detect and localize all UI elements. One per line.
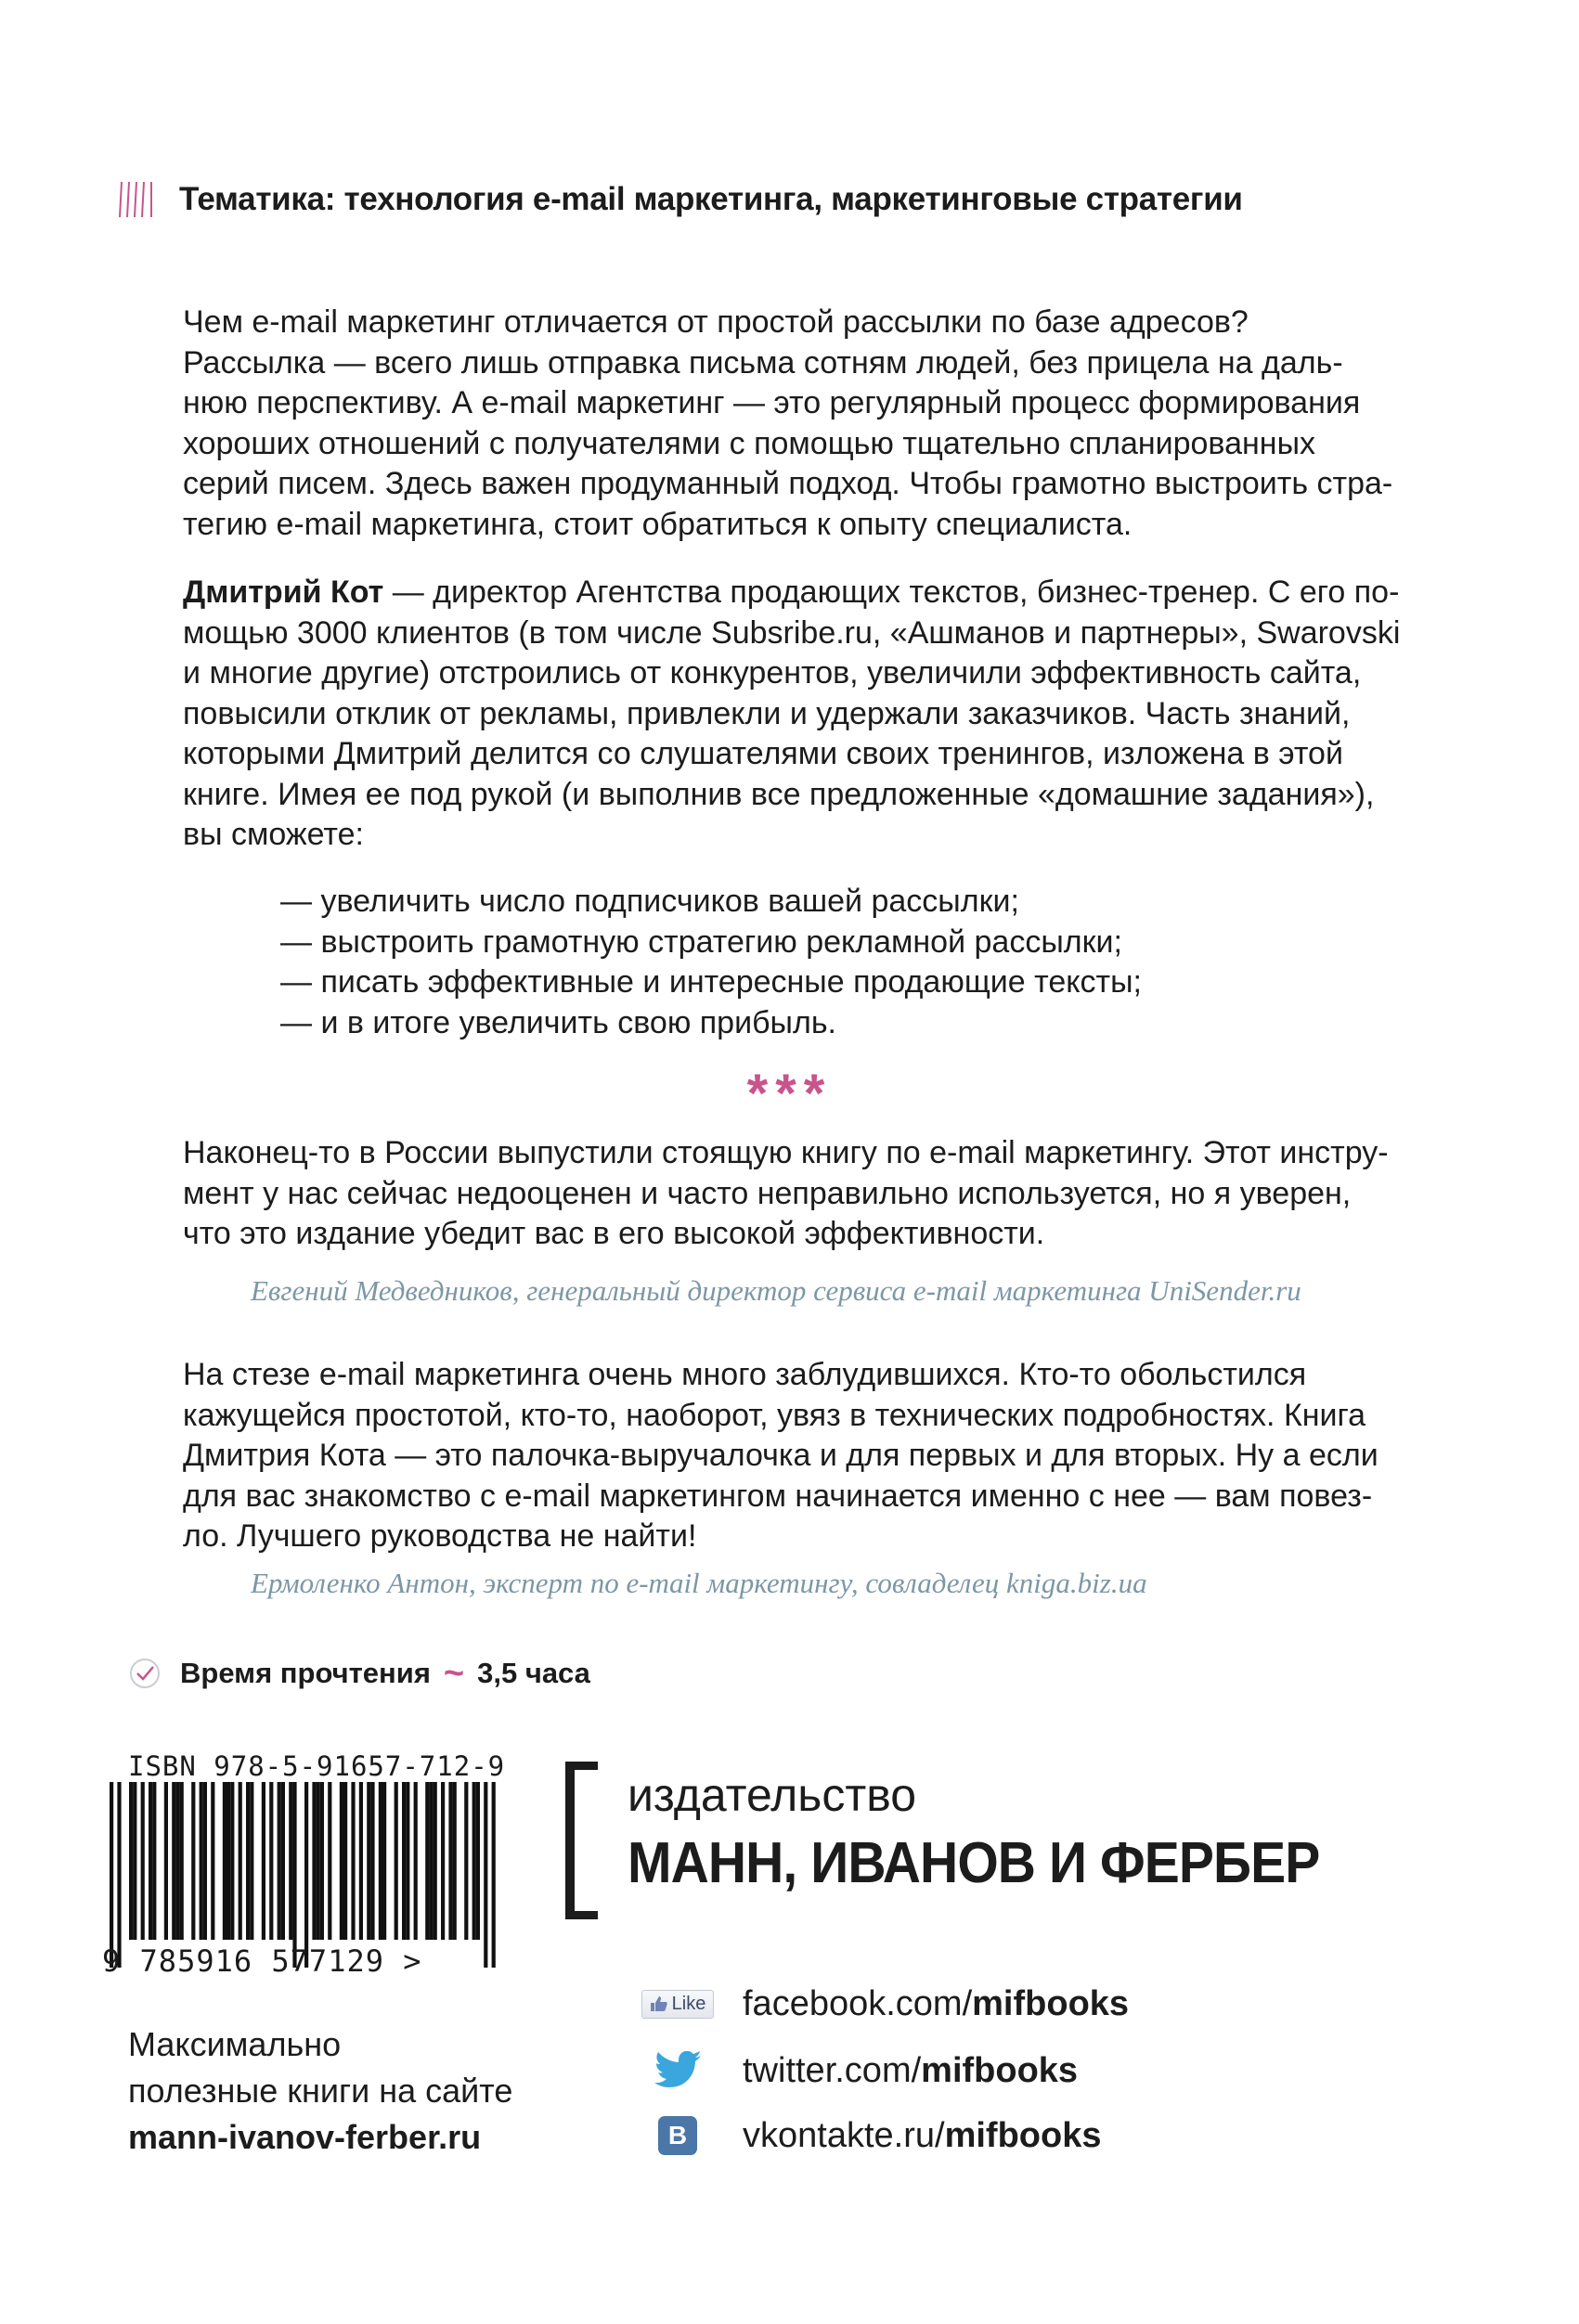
barcode-bar <box>223 1782 226 1940</box>
reading-time-value: 3,5 часа <box>477 1657 590 1689</box>
list-item: — увеличить число подписчиков вашей рассылки; <box>280 884 1019 919</box>
thumbs-up-icon <box>650 1995 668 2012</box>
site-promo-line: полезные книги на сайте <box>128 2072 513 2110</box>
review-line: ло. Лучшего руководства не найти! <box>183 1518 697 1554</box>
isbn-text: ISBN 978-5-91657-712-9 <box>128 1750 506 1782</box>
barcode-bar <box>289 1782 292 1940</box>
social-handle: mifbooks <box>944 2115 1102 2155</box>
barcode-bar <box>492 1782 496 1968</box>
barcode-bar <box>367 1782 370 1940</box>
barcode-bar <box>312 1782 316 1940</box>
list-item: — выстроить грамотную стратегию рекламной рассылки; <box>280 923 1122 960</box>
barcode-bar <box>152 1782 156 1940</box>
barcode-digits: 9 785916 577129 > <box>102 1943 422 1979</box>
barcode-bar <box>110 1782 113 1968</box>
author-paragraph <box>183 573 1431 856</box>
barcode-bar <box>226 1782 230 1940</box>
intro-line: Чем e-mail маркетинг отличается от простой рассылки по базе адресов? <box>183 304 1249 340</box>
barcode-bar <box>180 1782 184 1940</box>
barcode-bar <box>172 1782 175 1940</box>
barcode-bar <box>317 1782 320 1940</box>
barcode-bar <box>476 1782 480 1940</box>
barcode-bar <box>117 1782 121 1968</box>
social-prefix: facebook.com/ <box>743 1983 973 2023</box>
intro-line: Рассылка — всего лишь отправка письма сотням людей, без прицела на даль- <box>183 344 1343 381</box>
barcode-bar <box>281 1782 285 1940</box>
barcode-bar <box>292 1782 296 1968</box>
barcode-bar <box>434 1782 437 1940</box>
theme-header <box>116 176 1243 223</box>
vk-badge <box>658 2116 697 2155</box>
list-item: — писать эффективные и интересные продающие тексты; <box>280 964 1142 1000</box>
publisher-name: МАНН, ИВАНОВ И ФЕРБЕР <box>628 1831 1320 1895</box>
barcode-bar <box>239 1782 242 1940</box>
barcode-bar <box>203 1782 207 1940</box>
barcode-bar <box>406 1782 409 1940</box>
barcode-bar <box>402 1782 406 1940</box>
barcode-bar <box>414 1782 418 1940</box>
social-vkontakte[interactable] <box>631 2112 1101 2159</box>
barcode-bar <box>453 1782 457 1940</box>
barcode-bar <box>269 1782 273 1940</box>
author-line: повысили отклик от рекламы, привлекли и удержали заказчиков. Часть знаний, <box>183 695 1351 731</box>
review-line: мент у нас сейчас недооценен и часто неправильно используется, но я уверен, <box>183 1175 1352 1211</box>
barcode-bar <box>304 1782 308 1968</box>
barcode-bar <box>175 1782 179 1940</box>
barcode-bar <box>133 1782 136 1940</box>
review-line: кажущейся простотой, кто-то, наоборот, увяз в технических подробностях. Книга <box>183 1397 1366 1433</box>
barcode-bar <box>278 1782 281 1940</box>
barcode-bar <box>200 1782 203 1940</box>
bracket-logo-icon <box>564 1762 600 1919</box>
author-line: которыми Дмитрий делится со слушателями своих тренингов, изложена в этой <box>183 736 1343 771</box>
intro-line: нюю перспективу. А e-mail маркетинг — это регулярный процесс формирования <box>183 385 1361 420</box>
barcode-bar <box>464 1782 468 1940</box>
barcode-bar <box>379 1782 382 1940</box>
author-line: мощью 3000 клиентов (в том числе Subsribe.ru, «Ашманов и партнеры», Swarovski <box>183 614 1401 651</box>
barcode-bar <box>320 1782 324 1940</box>
list-item: — и в итоге увеличить свою прибыль. <box>280 1004 836 1040</box>
barcode-bar <box>250 1782 253 1940</box>
barcode-bar <box>262 1782 265 1940</box>
review-attribution: Евгений Медведников, генеральный директор сервиса e-mail маркетинга UniSender.ru <box>251 1274 1301 1307</box>
barcode-bar <box>230 1782 234 1940</box>
vk-badge-letter: В <box>667 2121 688 2150</box>
barcode-bar <box>141 1782 145 1940</box>
barcode-bar <box>395 1782 398 1940</box>
author-intro-text: — директор Агентства продающих текстов, бизнес-тренер. С его по- <box>383 575 1400 610</box>
barcode-bar <box>343 1782 347 1940</box>
intro-line: серий писем. Здесь важен продуманный подход. Чтобы грамотно выстроить стра- <box>183 466 1393 501</box>
barcode-bar <box>370 1782 374 1940</box>
barcode-bar <box>328 1782 331 1940</box>
review-line: Наконец-то в России выпустили стоящую книгу по e-mail маркетингу. Этот инстру- <box>183 1135 1389 1170</box>
barcode-bar <box>211 1782 214 1940</box>
checkmark-circle-icon <box>128 1657 162 1690</box>
site-url[interactable]: mann-ivanov-ferber.ru <box>128 2118 482 2156</box>
barcode-bar <box>351 1782 355 1940</box>
barcode-bar <box>149 1782 152 1940</box>
review-paragraph <box>183 1133 1431 1255</box>
barcode-bar <box>425 1782 429 1940</box>
book-stack-icon <box>116 178 155 221</box>
benefits-list <box>280 882 1142 1043</box>
social-twitter[interactable] <box>631 2047 1078 2094</box>
social-prefix: twitter.com/ <box>743 2050 922 2090</box>
author-line: книге. Имея ее под рукой (и выполнив все предложенные «домашние задания»), <box>183 776 1375 812</box>
tilde-symbol: ~ <box>443 1653 465 1693</box>
barcode-bar <box>129 1782 133 1940</box>
barcode-bar <box>340 1782 343 1940</box>
social-facebook[interactable] <box>631 1981 1129 2027</box>
review-paragraph <box>183 1355 1431 1557</box>
intro-line: хороших отношений с получателями с помощью тщательно спланированных <box>183 425 1316 461</box>
barcode-bar <box>382 1782 386 1940</box>
social-prefix: vkontakte.ru/ <box>743 2115 945 2155</box>
like-label: Like <box>671 1993 706 2014</box>
social-handle: mifbooks <box>972 1983 1130 2023</box>
facebook-like-icon <box>631 1990 724 2019</box>
site-promo <box>128 2021 512 2161</box>
social-handle: mifbooks <box>921 2050 1079 2090</box>
review-line: Дмитрия Кота — это палочка-выручалочка и для первых и для вторых. Ну а если <box>183 1438 1378 1473</box>
like-badge <box>641 1990 715 2019</box>
site-promo-line: Максимально <box>128 2025 342 2063</box>
barcode-bar <box>246 1782 250 1940</box>
review-line: что это издание убедит вас в его высокой эффективности. <box>183 1216 1045 1251</box>
reading-time-label: Время прочтения <box>180 1657 431 1689</box>
twitter-bird-shape <box>654 2051 702 2090</box>
intro-paragraph <box>183 303 1431 545</box>
intro-line: тегию e-mail маркетинга, стоит обратиться к опыту специалиста. <box>183 506 1132 542</box>
barcode-bar <box>484 1782 487 1968</box>
theme-text: Тематика: технология e-mail маркетинга, маркетинговые стратегии <box>179 181 1243 217</box>
barcode-bar <box>472 1782 476 1940</box>
twitter-bird-icon <box>631 2051 724 2090</box>
barcode-bar <box>429 1782 433 1940</box>
barcode-bar <box>448 1782 452 1940</box>
vkontakte-icon <box>631 2116 724 2155</box>
author-first-line <box>183 573 1431 613</box>
review-line: На стезе e-mail маркетинга очень много заблудившихся. Кто-то обольстился <box>183 1357 1307 1392</box>
author-line: и многие другие) отстроились от конкурентов, увеличили эффективность сайта, <box>183 655 1362 691</box>
author-name: Дмитрий Кот <box>183 575 384 610</box>
barcode-bar <box>191 1782 195 1940</box>
barcode-bar <box>359 1782 363 1940</box>
publisher-label: издательство <box>628 1769 917 1821</box>
barcode-bar <box>164 1782 168 1940</box>
author-line: вы сможете: <box>183 817 364 852</box>
barcode-bar <box>441 1782 445 1940</box>
review-line: для вас знакомство с e-mail маркетингом начинается именно с нее — вам повез- <box>183 1478 1373 1514</box>
review-attribution: Ермоленко Антон, эксперт по e-mail маркетингу, совладелец kniga.biz.ua <box>251 1567 1147 1599</box>
section-separator: *** <box>746 1064 833 1124</box>
reading-time <box>128 1654 590 1693</box>
